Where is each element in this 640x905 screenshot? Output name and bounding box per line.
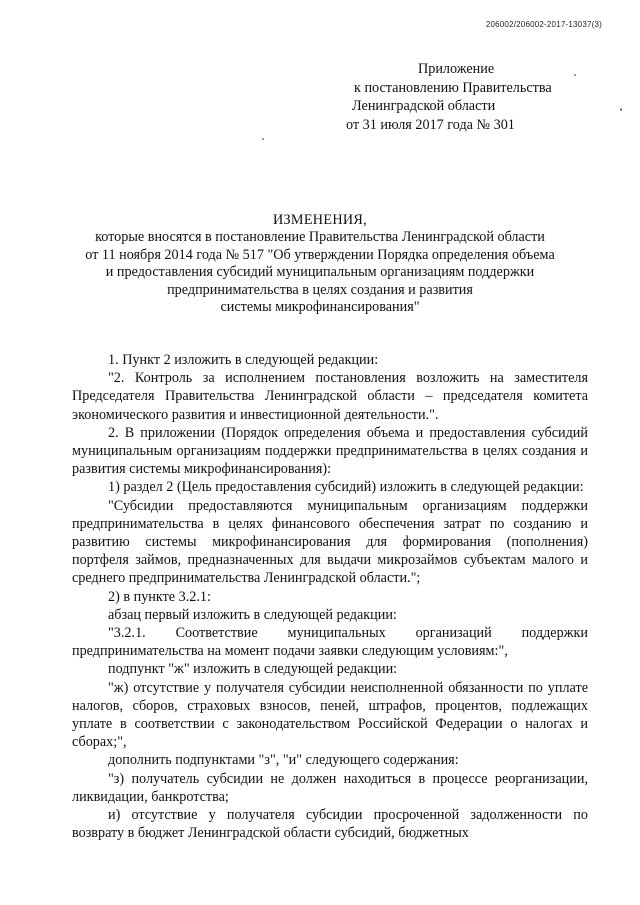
paragraph-11: дополнить подпунктами "з", "и" следующего содержания: <box>108 752 459 769</box>
document-id: 206002/206002-2017-13037(3) <box>485 20 602 29</box>
document-body <box>72 351 588 842</box>
title-line-5: системы микрофинансирования" <box>220 299 420 316</box>
appendix-line-1: Приложение <box>418 61 495 77</box>
paragraph-3: 2. В приложении (Порядок определения объема и предоставления субсидий муниципальным организациям поддержки предпринимательства в целях создания и развития системы микрофинансирования): <box>72 424 588 478</box>
title-line-4: предпринимательства в целях создания и развития <box>167 281 473 298</box>
title-line-2: от 11 ноября 2014 года № 517 "Об утверждении Порядка определения объема <box>85 246 555 263</box>
paragraph-5: "Субсидии предоставляются муниципальным организациям поддержки предпринимательства в целях финансового обеспечения затрат по созданию и развитию системы микрофинансирования для формирования (пополнения) портфеля займов, предназначенных для выдачи микрозаймов субъектам малого и среднего предпринимательства Ленинградской области."; <box>72 497 588 587</box>
appendix-block <box>346 60 552 134</box>
document-title <box>0 212 640 316</box>
title-line-1: которые вносятся в постановление Правительства Ленинградской области <box>95 229 545 246</box>
paragraph-10: "ж) отсутствие у получателя субсидии неисполненной обязанности по уплате налогов, сборов, страховых взносов, пеней, штрафов, процентов, подлежащих уплате в соответствии с законодательством Российской Федерации о налогах и сборах;", <box>72 679 588 751</box>
paragraph-12: "з) получатель субсидии не должен находиться в процессе реорганизации, ликвидации, банкротства; <box>72 770 588 805</box>
scan-speck <box>262 138 264 140</box>
paragraph-13: и) отсутствие у получателя субсидии просроченной задолженности по возврату в бюджет Ленинградской области субсидий, бюджетных <box>72 807 588 842</box>
paragraph-9: подпункт "ж" изложить в следующей редакции: <box>108 661 398 678</box>
appendix-line-2: к постановлению Правительства <box>354 79 552 96</box>
scan-speck <box>620 108 622 111</box>
title-heading: ИЗМЕНЕНИЯ, <box>272 212 368 228</box>
paragraph-4: 1) раздел 2 (Цель предоставления субсидий) изложить в следующей редакции: <box>108 479 584 496</box>
paragraph-2: "2. Контроль за исполнением постановления возложить на заместителя Председателя Правительства Ленинградской области – председателя комитета экономического развития и инвестиционной деятельности.". <box>72 370 588 423</box>
paragraph-1: 1. Пункт 2 изложить в следующей редакции: <box>108 352 379 368</box>
title-line-3: и предоставления субсидий муниципальным организациям поддержки <box>105 264 535 281</box>
appendix-line-4: от 31 июля 2017 года № 301 <box>346 116 515 133</box>
paragraph-7: абзац первый изложить в следующей редакции: <box>108 606 397 623</box>
paragraph-8: "3.2.1. Соответствие муниципальных организаций поддержки предпринимательства на момент подачи заявки следующим условиям:", <box>72 625 588 660</box>
paragraph-6: 2) в пункте 3.2.1: <box>108 588 211 605</box>
appendix-line-3: Ленинградской области <box>352 98 496 115</box>
scan-speck <box>574 74 576 76</box>
